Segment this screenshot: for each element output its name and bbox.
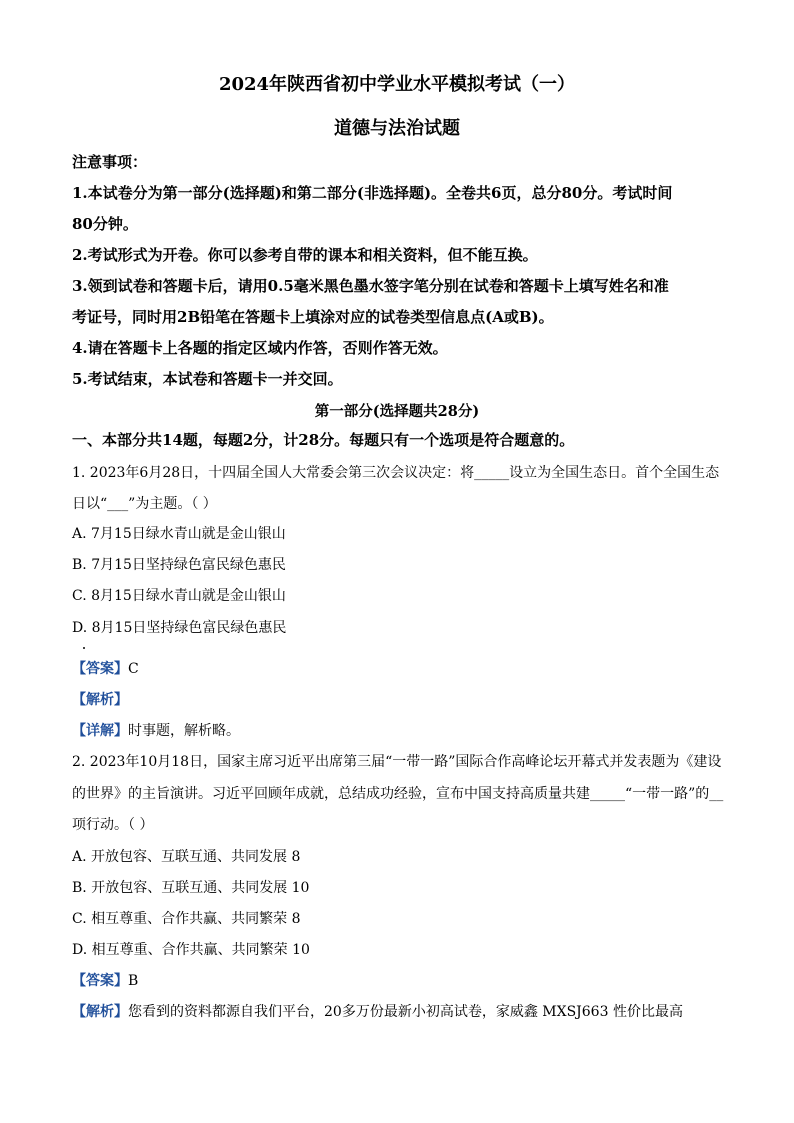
question-1-option-d: D. 8月15日坚持绿色富民绿色惠民 [72,620,287,636]
exam-title: 2024年陕西省初中学业水平模拟考试（一） [218,74,576,95]
section-heading: 一、本部分共14题，每题2分，计28分。每题只有一个选项是符合题意的。 [72,431,575,449]
notice-item: 3.领到试卷和答题卡后，请用0.5毫米黑色墨水签字笔分别在试卷和答题卡上填写姓名和准 [72,277,669,295]
question-2-answer [72,971,138,991]
question-2-analysis [72,1002,683,1022]
question-1-analysis [72,690,128,710]
exam-subtitle: 道德与法治试题 [334,118,460,139]
notice-heading: 注意事项： [72,153,148,171]
question-1-option-c: C. 8月15日绿水青山就是金山银山 [72,588,286,604]
analysis-text: 您看到的资料都源自我们平台，20多万份最新小初高试卷，家威鑫 MXSJ663 性价比最高 [128,1004,683,1020]
stray-dot [83,647,85,649]
question-1-stem: 日以“___”为主题。（ ） [72,496,217,512]
question-1-option-b: B. 7月15日坚持绿色富民绿色惠民 [72,557,286,573]
analysis-tag: 【解析】 [72,1004,128,1020]
notice-item: 4.请在答题卡上各题的指定区域内作答，否则作答无效。 [72,339,448,357]
question-2-option-c: C. 相互尊重、合作共赢、共同繁荣 8 [72,911,301,927]
question-1-option-a: A. 7月15日绿水青山就是金山银山 [72,526,286,542]
answer-value: B [128,973,139,989]
answer-value: C [128,661,139,677]
notice-item: 1.本试卷分为第一部分(选择题)和第二部分(非选择题)。全卷共6页，总分80分。考试时间 [72,184,673,202]
notice-item: 5.考试结束，本试卷和答题卡一并交回。 [72,370,343,388]
answer-tag: 【答案】 [72,973,128,989]
detail-tag: 【详解】 [72,723,128,739]
question-2-stem: 的世界》的主旨演讲。习近平回顾年成就，总结成功经验，宣布中国支持高质量共建_____“一带一路”的__ [72,786,724,802]
question-1-answer [72,659,139,679]
detail-text: 时事题，解析略。 [128,723,240,739]
question-1-detail [72,721,240,741]
part-heading: 第一部分(选择题共28分) [314,403,480,420]
answer-tag: 【答案】 [72,661,128,677]
question-2-option-d: D. 相互尊重、合作共赢、共同繁荣 10 [72,942,310,958]
question-2-stem: 项行动。（ ） [72,817,154,833]
notice-item: 80分钟。 [72,215,138,233]
question-1-stem: 1. 2023年6月28日，十四届全国人大常委会第三次会议决定：将_____设立为全国生态日。首个全国生态 [72,465,720,481]
notice-item: 考证号，同时用2B铅笔在答题卡上填涂对应的试卷类型信息点(A或B)。 [72,308,554,326]
question-2-option-a: A. 开放包容、互联互通、共同发展 8 [72,849,301,865]
question-2-stem: 2. 2023年10月18日，国家主席习近平出席第三届“一带一路”国际合作高峰论坛开幕式并发表题为《建设 [72,754,722,770]
question-2-option-b: B. 开放包容、互联互通、共同发展 10 [72,880,310,896]
notice-item: 2.考试形式为开卷。你可以参考自带的课本和相关资料，但不能互换。 [72,246,538,264]
analysis-tag: 【解析】 [72,692,128,708]
